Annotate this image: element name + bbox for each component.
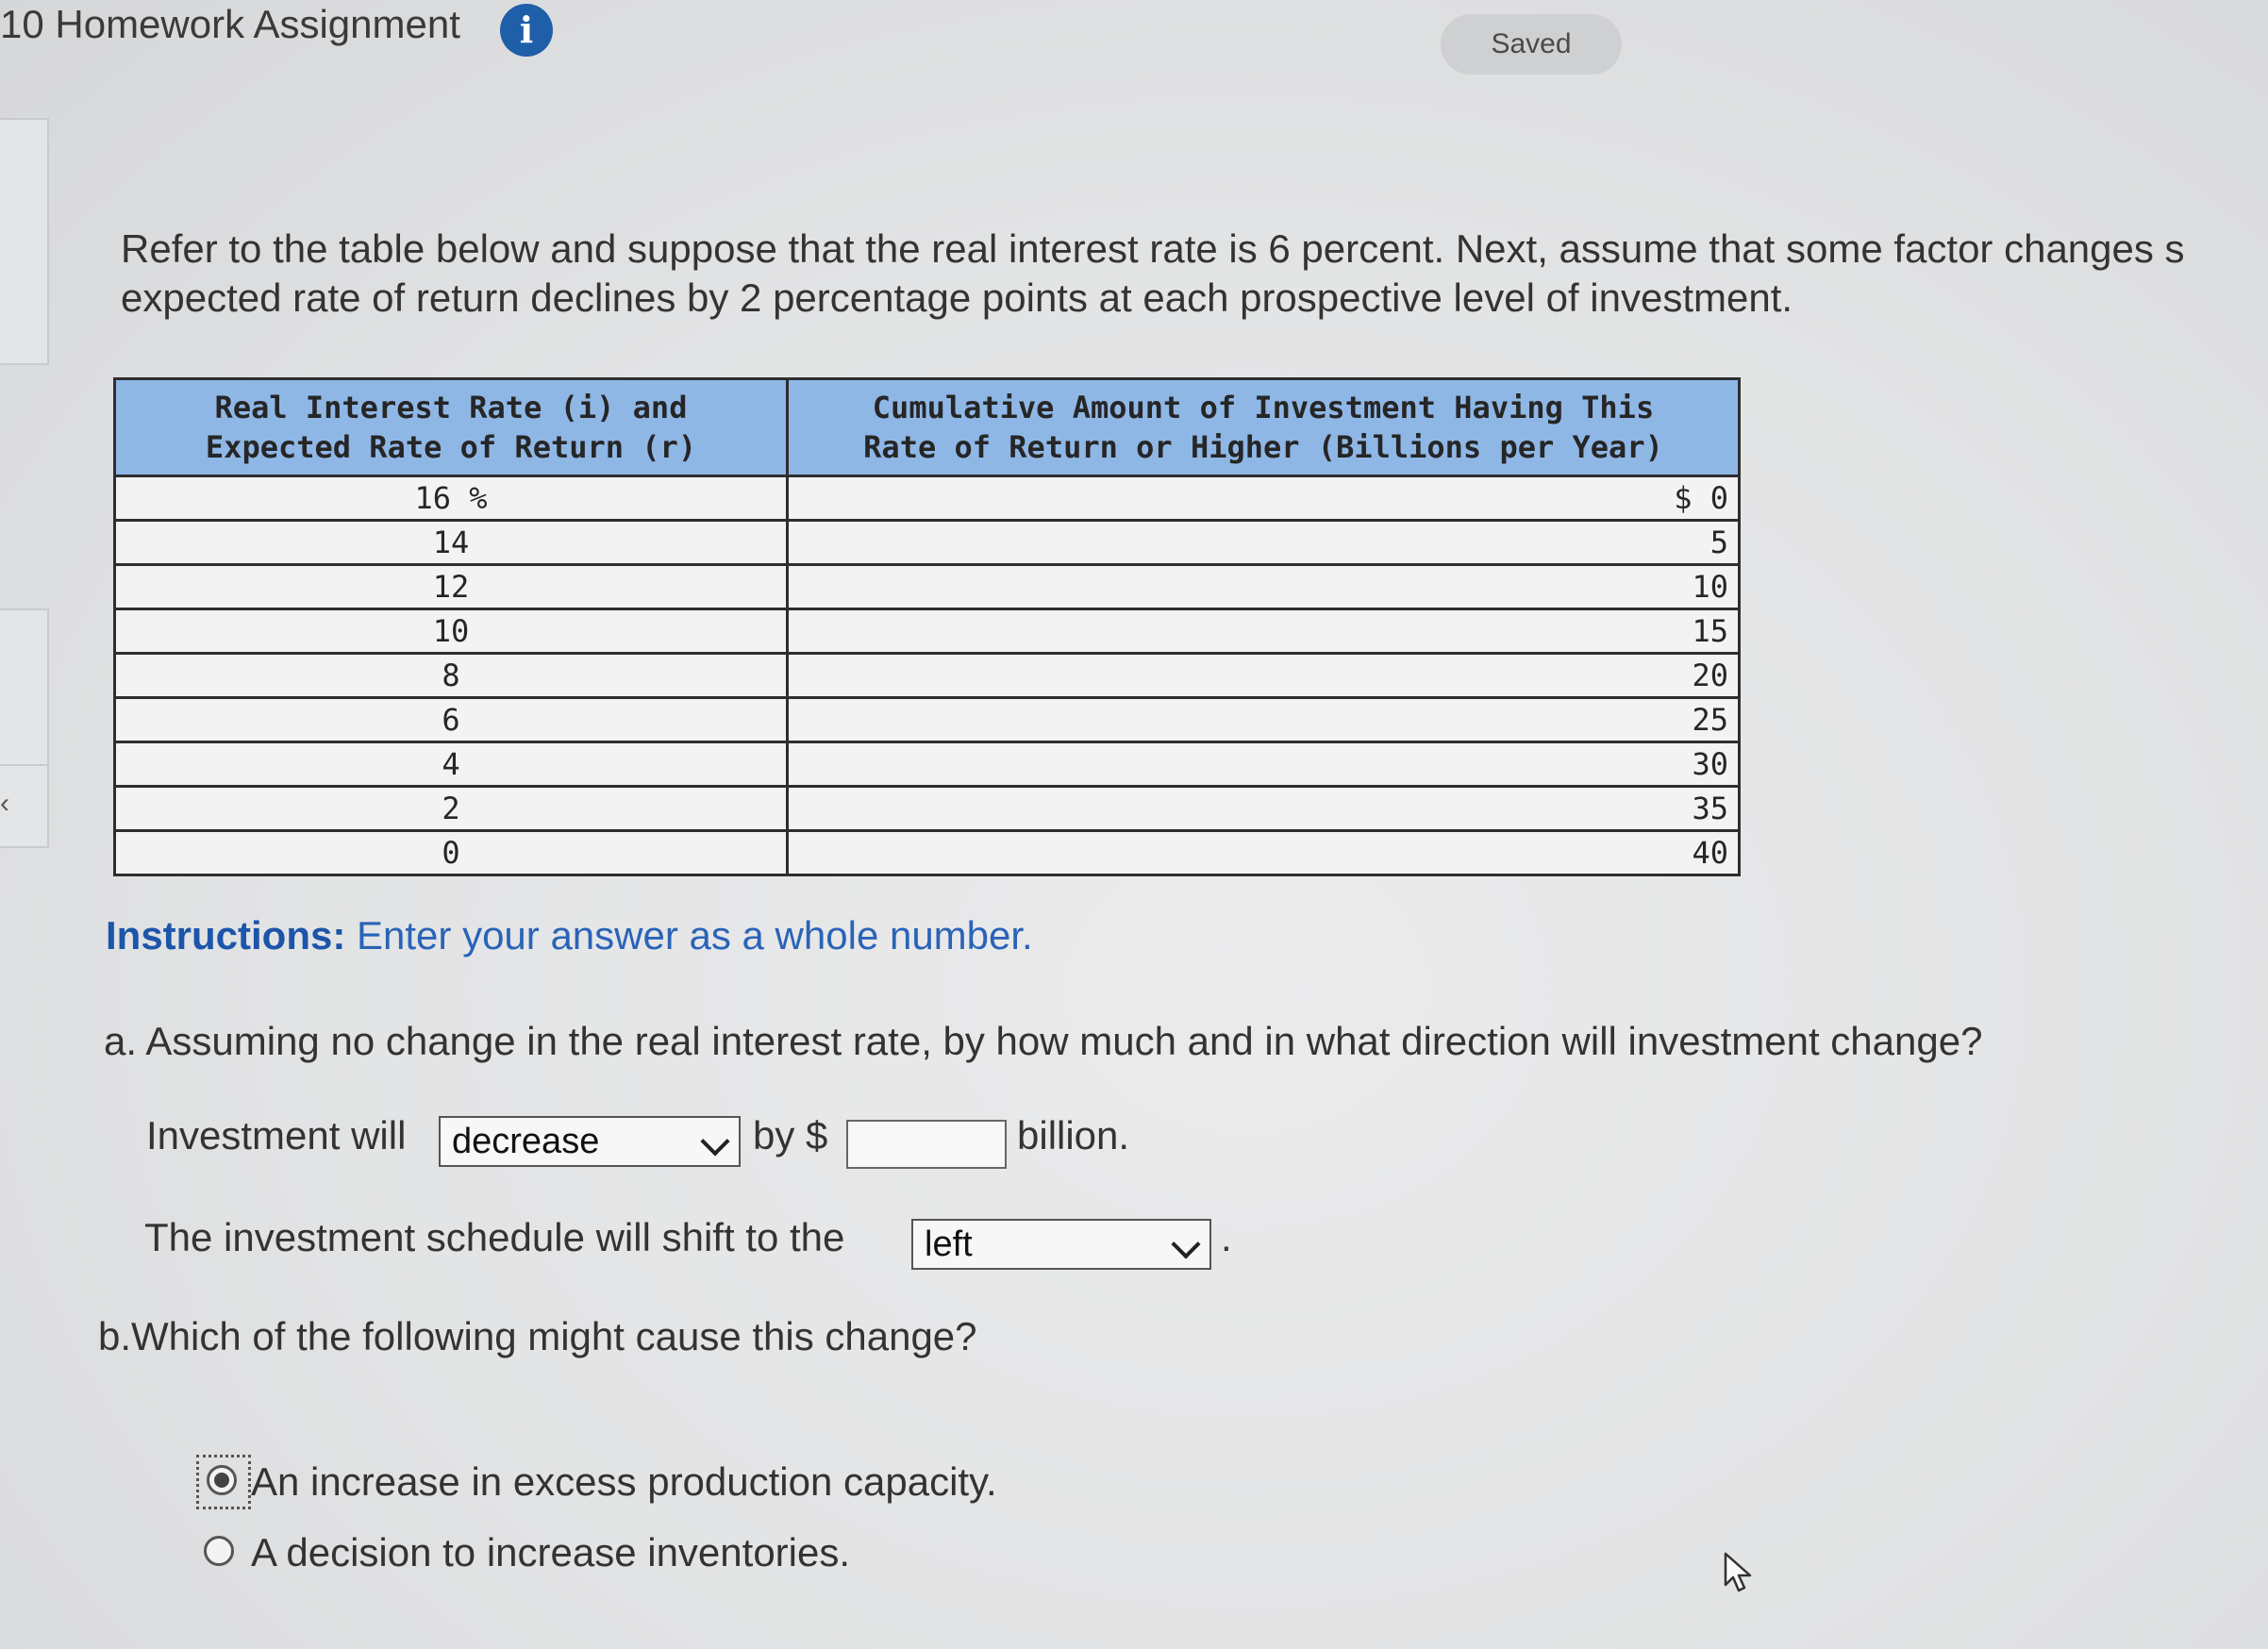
header-bar — [0, 0, 2268, 85]
investment-cell: 35 — [788, 787, 1740, 831]
table-row — [115, 654, 1740, 698]
investment-line-prefix: Investment will — [146, 1113, 407, 1158]
saved-status-badge: Saved — [1441, 14, 1622, 75]
header-cumulative-investment — [788, 379, 1740, 476]
shift-direction-select[interactable] — [911, 1219, 1211, 1270]
investment-cell: 15 — [788, 609, 1740, 654]
side-panel-tab[interactable] — [0, 118, 49, 365]
table-header-row — [115, 379, 1740, 476]
mouse-cursor-icon — [1723, 1551, 1755, 1599]
investment-cell: 40 — [788, 831, 1740, 875]
assignment-title: 10 Homework Assignment — [0, 2, 460, 46]
investment-cell: 30 — [788, 742, 1740, 787]
rate-cell: 2 — [115, 787, 788, 831]
direction-select[interactable] — [439, 1116, 741, 1167]
amount-input[interactable] — [846, 1120, 1007, 1169]
investment-cell: 5 — [788, 521, 1740, 565]
rate-cell: 10 — [115, 609, 788, 654]
table-row — [115, 476, 1740, 521]
table-row — [115, 831, 1740, 875]
investment-cell: 20 — [788, 654, 1740, 698]
header-line: Real Interest Rate (i) and — [214, 390, 688, 425]
shift-line-suffix: . — [1221, 1215, 1232, 1259]
instructions — [106, 913, 1033, 958]
rate-cell: 12 — [115, 565, 788, 609]
instructions-text: Enter your answer as a whole number. — [357, 913, 1033, 958]
shift-select-value: left — [925, 1224, 973, 1264]
direction-select-value: decrease — [452, 1122, 600, 1161]
question-text — [121, 225, 2253, 323]
chevron-down-icon — [1171, 1229, 1200, 1258]
rate-cell: 14 — [115, 521, 788, 565]
header-interest-rate — [115, 379, 788, 476]
part-a-question: a. Assuming no change in the real interest rate, by how much and in what direction will investment change? — [104, 1019, 1983, 1063]
rate-cell: 8 — [115, 654, 788, 698]
rate-cell: 0 — [115, 831, 788, 875]
investment-cell: 10 — [788, 565, 1740, 609]
rate-cell: 16 % — [115, 476, 788, 521]
header-line: Cumulative Amount of Investment Having This — [872, 390, 1655, 425]
question-line-2: expected rate of return declines by 2 percentage points at each prospective level of investment. — [121, 275, 1793, 320]
option-1-label[interactable]: An increase in excess production capacity. — [251, 1459, 997, 1504]
table-row — [115, 742, 1740, 787]
by-dollar-label: by $ — [753, 1113, 828, 1158]
billion-label: billion. — [1017, 1113, 1130, 1158]
header-line: Expected Rate of Return (r) — [205, 429, 697, 465]
radio-option-1[interactable] — [207, 1465, 237, 1495]
shift-line-prefix: The investment schedule will shift to the — [144, 1215, 845, 1259]
table-row — [115, 787, 1740, 831]
investment-cell: 25 — [788, 698, 1740, 742]
table-row — [115, 565, 1740, 609]
table-row — [115, 609, 1740, 654]
info-icon[interactable]: i — [500, 4, 553, 57]
rate-cell: 4 — [115, 742, 788, 787]
investment-table — [113, 377, 1741, 876]
collapse-arrow-icon[interactable]: ‹ — [0, 788, 9, 819]
side-panel-tab[interactable] — [0, 608, 49, 768]
question-line-1: Refer to the table below and suppose that the real interest rate is 6 percent. Next, assume that some factor changes s — [121, 226, 2185, 271]
header-line: Rate of Return or Higher (Billions per Year) — [863, 429, 1663, 465]
part-b-question: b.Which of the following might cause this change? — [98, 1314, 977, 1358]
option-2-label[interactable]: A decision to increase inventories. — [251, 1530, 851, 1574]
instructions-label: Instructions: — [106, 913, 346, 958]
rate-cell: 6 — [115, 698, 788, 742]
chevron-down-icon — [700, 1126, 729, 1156]
table-row — [115, 521, 1740, 565]
investment-cell: $ 0 — [788, 476, 1740, 521]
radio-option-2[interactable] — [204, 1536, 234, 1566]
table-row — [115, 698, 1740, 742]
